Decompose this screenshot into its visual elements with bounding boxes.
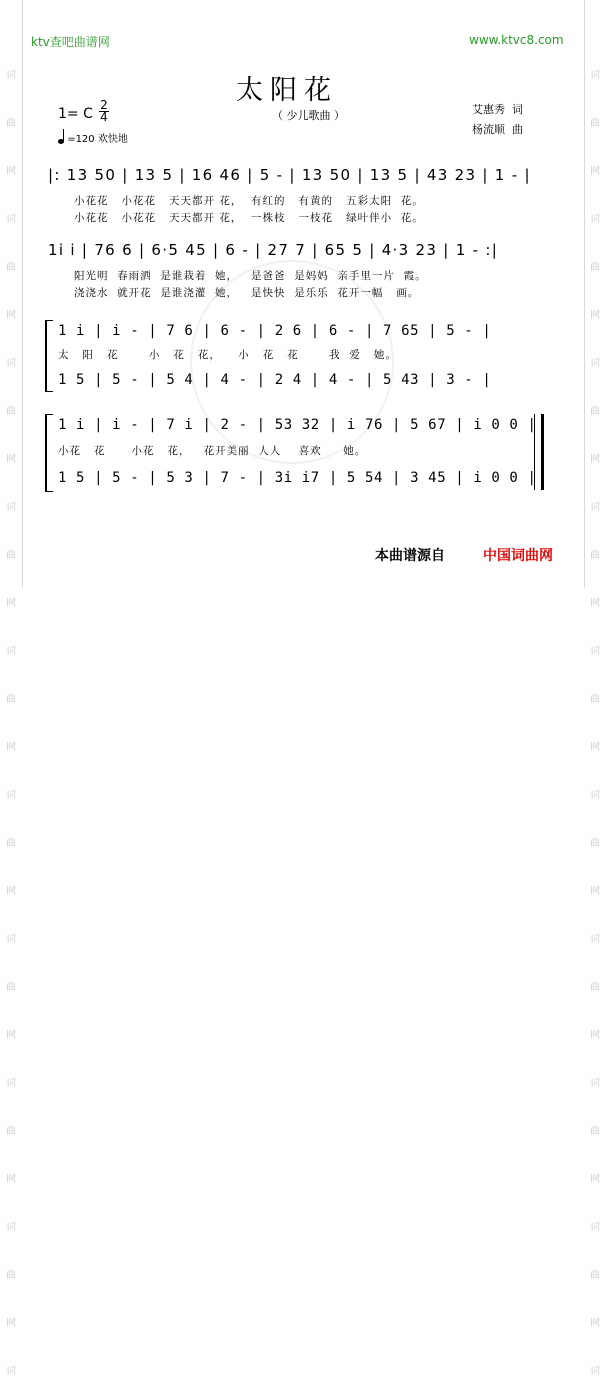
notation-line-4-lower: 1 5 | 5 - | 5 3 | 7 - | 3i i7 | 5 54 | 3 45 | i 0 0 | [58, 470, 537, 486]
lyric-line-4: 小花 花 小花 花， 花开美丽 人人 喜欢 她。 [58, 445, 367, 457]
lyric-line-1-verse-1: 小花花 小花花 天天都开 花， 有红的 有黄的 五彩太阳 花。 [74, 195, 424, 207]
meter-bottom: 4 [100, 110, 108, 124]
right-margin-watermark: 词曲网词曲网词曲网词曲网词曲网词曲网词曲网词曲网词曲网词 [590, 70, 600, 1377]
footer-source-label: 本曲谱源自 [375, 548, 445, 564]
footer-source-site[interactable]: 中国词曲网 [483, 548, 553, 564]
notation-line-4-upper: 1 i | i - | 7 i | 2 - | 53 32 | i 76 | 5 67 | i 0 0 | [58, 417, 537, 433]
final-barline [534, 414, 544, 490]
system-bracket-3 [45, 320, 53, 392]
system-bracket-4 [45, 414, 53, 492]
lyric-line-2-verse-2: 浇浇水 就开花 是谁浇灌 她， 是快快 是乐乐 花开一幅 画。 [74, 287, 420, 299]
header-site-right: www.ktvc8.com [469, 33, 564, 47]
song-subtitle: （ 少儿歌曲 ） [272, 109, 345, 122]
notation-line-2: 1i i | 76 6 | 6·5 45 | 6 - | 27 7 | 65 5 | 4·3 23 | 1 - :| [48, 241, 499, 259]
lyricist-credit: 艾惠秀 词 [472, 103, 523, 116]
quarter-note-icon [58, 139, 64, 144]
lyric-line-2-verse-1: 阳光明 春雨洒 是谁栽着 她， 是爸爸 是妈妈 亲手里一片 霞。 [74, 270, 427, 282]
tempo-text: =120 欢快地 [67, 134, 128, 145]
lyric-line-1-verse-2: 小花花 小花花 天天都开 花， 一株枝 一枝花 绿叶伴小 花。 [74, 212, 424, 224]
lyric-line-3: 太 阳 花 小 花 花， 小 花 花 我 爱 她。 [58, 349, 397, 361]
tempo-marking [58, 130, 128, 145]
song-title: 太阳花 [236, 75, 338, 106]
header-site-left: ktv查吧曲谱网 [31, 35, 110, 49]
key-signature: 1= C [58, 106, 93, 122]
left-margin-watermark: 词曲网词曲网词曲网词曲网词曲网词曲网词曲网词曲网词曲网词 [6, 70, 16, 1377]
notation-line-1: |: 13 50 | 13 5 | 16 46 | 5 - | 13 50 | 13 5 | 43 23 | 1 - | [48, 166, 531, 184]
notation-line-3-lower: 1 5 | 5 - | 5 4 | 4 - | 2 4 | 4 - | 5 43 | 3 - | [58, 372, 492, 388]
notation-line-3-upper: 1 i | i - | 7 6 | 6 - | 2 6 | 6 - | 7 65 | 5 - | [58, 323, 492, 339]
meter-top: 2 [100, 98, 108, 112]
time-signature [99, 100, 109, 123]
composer-credit: 杨流顺 曲 [472, 123, 523, 136]
